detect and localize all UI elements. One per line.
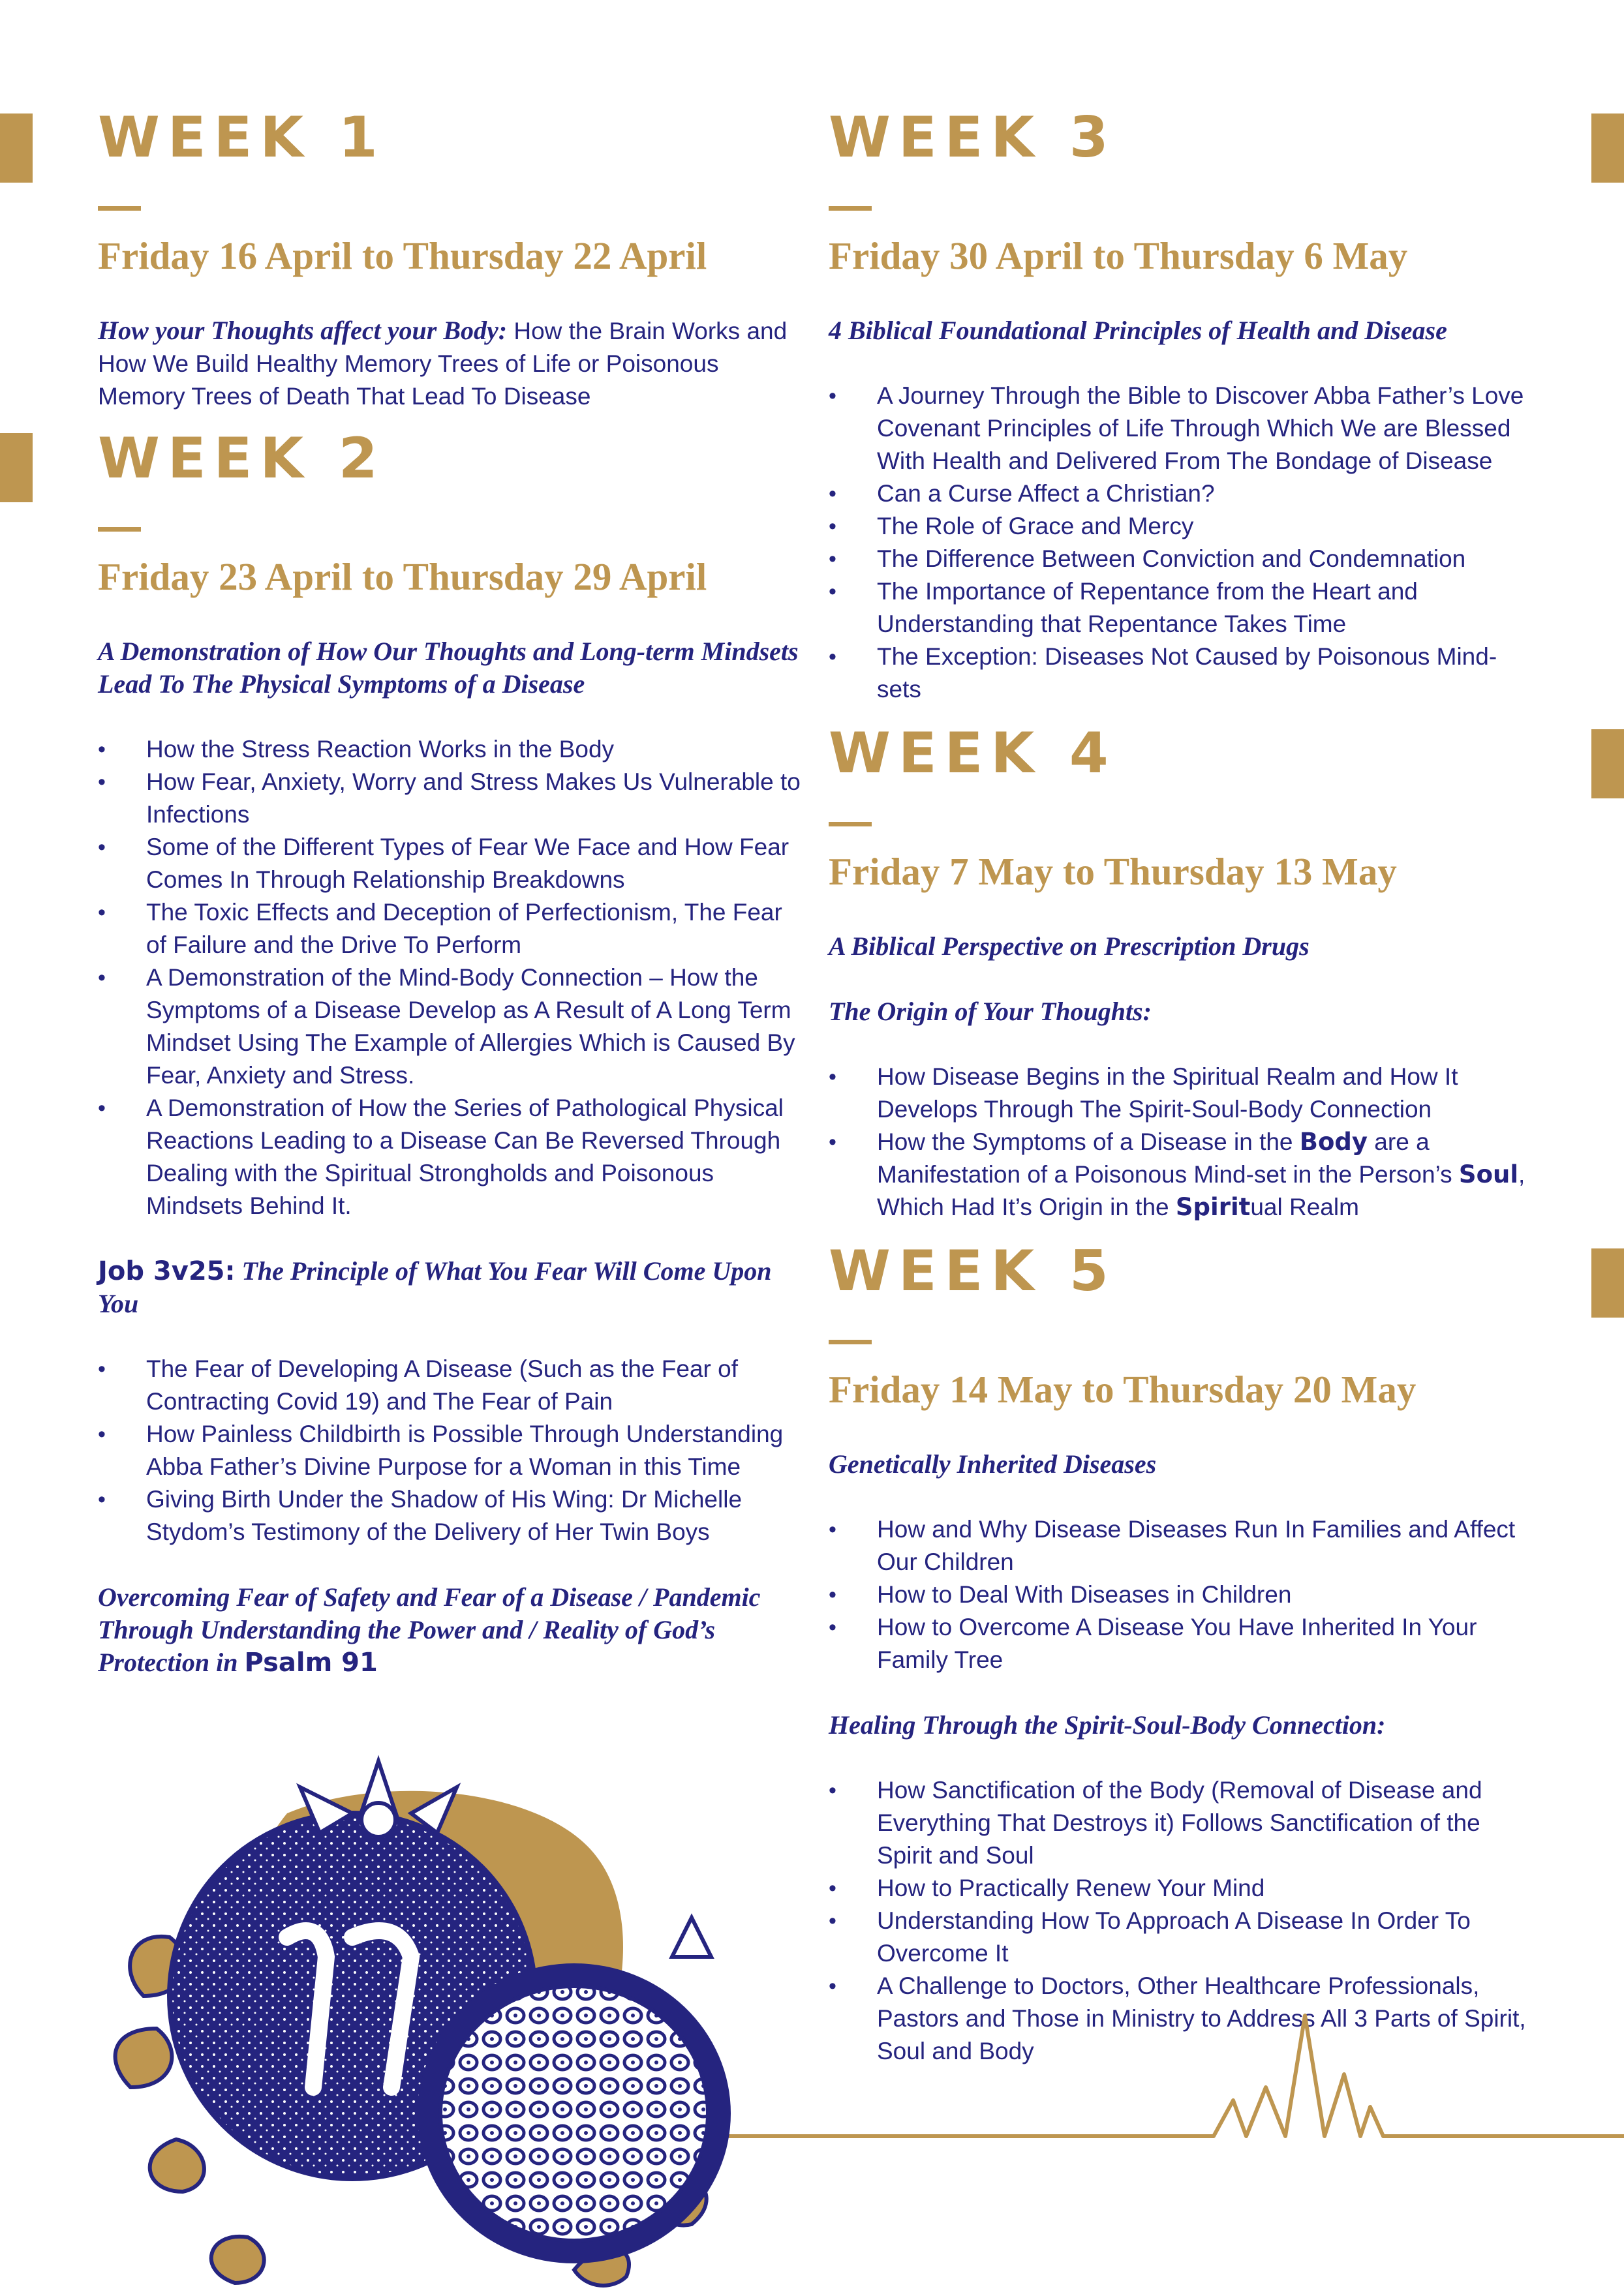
week4-dates: Friday 7 May to Thursday 13 May (829, 850, 1397, 893)
week4-subheading-2: The Origin of Your Thoughts: (829, 997, 1152, 1026)
list-item: • The Exception: Diseases Not Caused by Poisonous Mind-sets (829, 641, 1533, 706)
list-item: • How Disease Begins in the Spiritual Realm and How It Develops Through The Spirit-Soul-Body Connection (829, 1061, 1533, 1126)
week5-subheading-1: Genetically Inherited Diseases (829, 1449, 1157, 1479)
week1-dash (98, 206, 141, 211)
week1-title: WEEK 1 (98, 105, 386, 170)
week5-title: WEEK 5 (829, 1239, 1116, 1304)
list-item: • How the Stress Reaction Works in the Body (98, 733, 803, 766)
week2-subheading-2 (98, 1255, 803, 1320)
week2-title: WEEK 2 (98, 426, 386, 491)
week4-side-marker (1591, 729, 1624, 798)
list-item: • A Demonstration of How the Series of Pathological Physical Reactions Leading to a Disease Can Be Reversed Through Dealing with the Spiritual Strongholds and Poisonous Mindsets Behind It. (98, 1092, 803, 1222)
week2-subheading-2-text: The Principle of What You Fear Will Come Upon You (98, 1256, 772, 1318)
list-item: • How Sanctification of the Body (Removal of Disease and Everything That Destroys it) Follows Sanctification of the Spirit and Soul (829, 1774, 1533, 1872)
week2-subheading-3-text: Overcoming Fear of Safety and Fear of a Disease / Pandemic Through Understanding the Power and / Reality of God’s Protection in (98, 1582, 761, 1677)
week4-bullet2-part-a: How the Symptoms of a Disease in the (877, 1128, 1300, 1155)
week1-intro (98, 314, 803, 413)
week3-section (829, 105, 1533, 706)
week4-bullet2-part-c: , Which Had It’s Origin in the (877, 1161, 1525, 1220)
list-item: • How Fear, Anxiety, Worry and Stress Makes Us Vulnerable to Infections (98, 766, 803, 831)
week4-bullet2-body: Body (1299, 1128, 1368, 1156)
week5-section (829, 1239, 1533, 2068)
list-item: • The Importance of Repentance from the Heart and Understanding that Repentance Takes Time (829, 575, 1533, 641)
list-item (829, 1126, 1533, 1224)
week5-subheading-2: Healing Through the Spirit-Soul-Body Connection: (829, 1710, 1386, 1740)
list-item: • A Demonstration of the Mind-Body Connection – How the Symptoms of a Disease Develop as A Result of A Long Term Mindset Using The Example of Allergies Which is Caused By Fear, Anxiety and Stress. (98, 961, 803, 1092)
week4-bullet2-part-d: ual Realm (1250, 1194, 1359, 1220)
list-item: • Can a Curse Affect a Christian? (829, 477, 1533, 510)
week3-title: WEEK 3 (829, 105, 1116, 170)
list-item: • How and Why Disease Diseases Run In Families and Affect Our Children (829, 1513, 1533, 1578)
week4-bullet-list (829, 1061, 1533, 1224)
list-item: • How to Practically Renew Your Mind (829, 1872, 1533, 1905)
list-item: • A Challenge to Doctors, Other Healthcare Professionals, Pastors and Those in Ministry to Address All 3 Parts of Spirit, Soul and Body (829, 1970, 1533, 2068)
list-item: • The Fear of Developing A Disease (Such as the Fear of Contracting Covid 19) and The Fear of Pain (98, 1353, 803, 1418)
week1-intro-italic: How your Thoughts affect your Body: (98, 316, 508, 345)
week2-subheading-3 (98, 1581, 803, 1679)
week4-bullet2-soul: Soul (1458, 1160, 1519, 1188)
week3-dash (829, 206, 872, 211)
week5-dates: Friday 14 May to Thursday 20 May (829, 1368, 1417, 1411)
week2-dates: Friday 23 April to Thursday 29 April (98, 555, 707, 598)
week1-intro-text: How the Brain Works and How We Build Healthy Memory Trees of Life or Poisonous Memory Trees of Death That Lead To Disease (98, 318, 788, 410)
list-item: • How to Deal With Diseases in Children (829, 1578, 1533, 1611)
list-item: • The Difference Between Conviction and Condemnation (829, 543, 1533, 575)
week4-subheading-1: A Biblical Perspective on Prescription Drugs (829, 931, 1310, 961)
week2-bullet-list-2 (98, 1353, 803, 1548)
week2-section (98, 426, 803, 1679)
week4-dash (829, 822, 872, 826)
heartbeat-line (718, 2009, 1624, 2139)
week1-side-marker (0, 113, 33, 183)
week2-psalm-ref: Psalm 91 (244, 1648, 378, 1678)
week5-side-marker (1591, 1248, 1624, 1318)
week3-dates: Friday 30 April to Thursday 6 May (829, 234, 1408, 277)
week5-bullet-list-1 (829, 1513, 1533, 1676)
week5-dash (829, 1340, 872, 1344)
list-item: • A Journey Through the Bible to Discover Abba Father’s Love Covenant Principles of Life Through Which We are Blessed With Health and Delivered From The Bondage of Disease (829, 380, 1533, 477)
pomegranate-illustration (104, 1722, 796, 2296)
week2-bullet-list-1 (98, 733, 803, 1222)
list-item: • How Painless Childbirth is Possible Through Understanding Abba Father’s Divine Purpose for a Woman in this Time (98, 1418, 803, 1483)
list-item: • The Role of Grace and Mercy (829, 510, 1533, 543)
week3-subheading-1: 4 Biblical Foundational Principles of Health and Disease (829, 316, 1447, 345)
list-item: • The Toxic Effects and Deception of Perfectionism, The Fear of Failure and the Drive To Perform (98, 896, 803, 961)
week1-section (98, 105, 803, 413)
week2-side-marker (0, 433, 33, 502)
week2-scripture-ref: Job 3v25: (98, 1256, 236, 1286)
week3-bullet-list (829, 380, 1533, 706)
week4-bullet2-spirit: Spirit (1175, 1193, 1251, 1221)
week2-dash (98, 527, 141, 532)
list-item: • How to Overcome A Disease You Have Inherited In Your Family Tree (829, 1611, 1533, 1676)
list-item: • Giving Birth Under the Shadow of His Wing: Dr Michelle Stydom’s Testimony of the Delivery of Her Twin Boys (98, 1483, 803, 1548)
list-item: • Some of the Different Types of Fear We Face and How Fear Comes In Through Relationship Breakdowns (98, 831, 803, 896)
week4-title: WEEK 4 (829, 721, 1116, 786)
list-item: • Understanding How To Approach A Disease In Order To Overcome It (829, 1905, 1533, 1970)
week4-bullet2-part-b: are a Manifestation of a Poisonous Mind-set in the Person’s (877, 1128, 1459, 1188)
week3-side-marker (1591, 113, 1624, 183)
week2-subheading-1: A Demonstration of How Our Thoughts and Long-term Mindsets Lead To The Physical Symptoms of a Disease (98, 637, 799, 699)
week1-dates: Friday 16 April to Thursday 22 April (98, 234, 707, 277)
week4-section (829, 721, 1533, 1224)
